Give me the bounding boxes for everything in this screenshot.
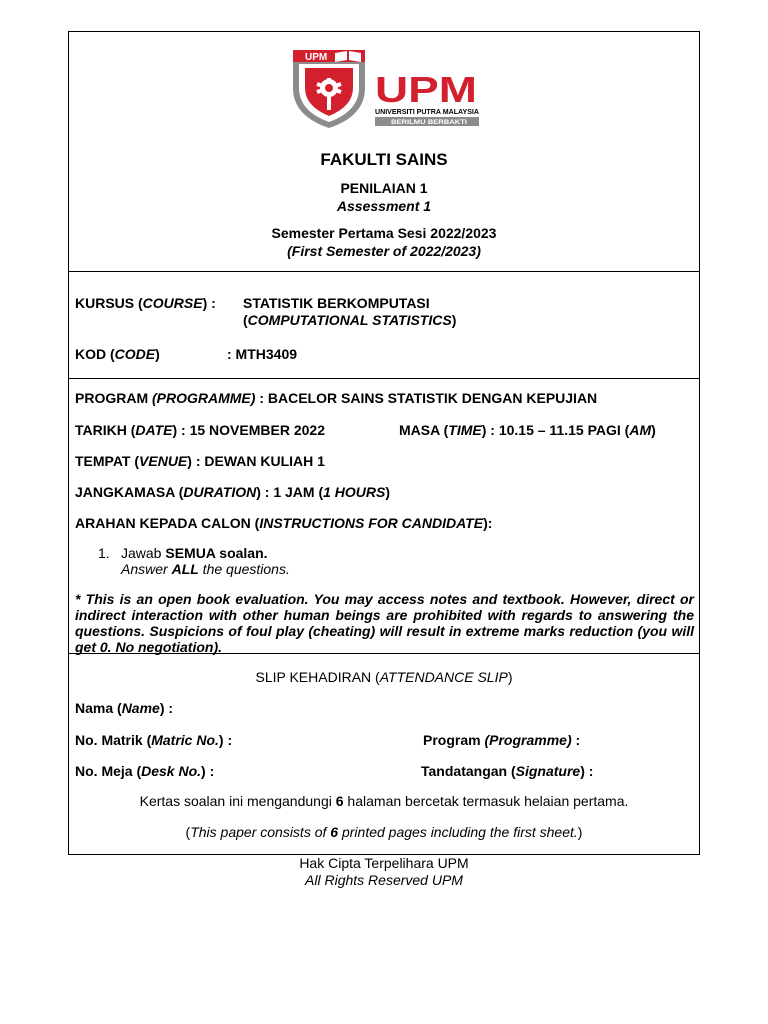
time-line: MASA (TIME) : 10.15 – 11.15 PAGI (AM) bbox=[399, 422, 656, 438]
upm-logo bbox=[291, 44, 481, 130]
instructions-heading: ARAHAN KEPADA CALON (INSTRUCTIONS FOR CANDIDATE): bbox=[75, 515, 493, 531]
semester-en: (First Semester of 2022/2023) bbox=[287, 243, 481, 259]
shield-text: UPM bbox=[305, 52, 328, 63]
semester-ms: Semester Pertama Sesi 2022/2023 bbox=[271, 225, 497, 241]
logo-motto: BERILMU BERBAKTI bbox=[391, 120, 468, 126]
divider-course bbox=[69, 378, 699, 379]
desk-label: No. Meja (Desk No.) : bbox=[75, 763, 215, 779]
date-line: TARIKH (DATE) : 15 NOVEMBER 2022 bbox=[75, 422, 325, 438]
signature-label: Tandatangan (Signature) : bbox=[421, 763, 594, 779]
code-value: : MTH3409 bbox=[227, 346, 298, 362]
instruction-number: 1. bbox=[98, 545, 110, 561]
open-book-note: * This is an open book evaluation. You may access notes and textbook. However, direct or indirect interaction with other human beings are prohibited with regards to answering the questions. Suspicions of foul play (cheating) will result in extreme marks reduction (you will get 0. No negotiation). bbox=[75, 591, 694, 655]
program-line: PROGRAM (PROGRAMME) : BACELOR SAINS STATISTIK DENGAN KEPUJIAN bbox=[75, 390, 598, 406]
assessment-en: Assessment 1 bbox=[336, 198, 432, 214]
instruction-en: Answer ALL the questions. bbox=[121, 561, 290, 577]
pages-statement-en: (This paper consists of 6 printed pages including the first sheet.) bbox=[185, 824, 583, 840]
name-label: Nama (Name) : bbox=[75, 700, 174, 716]
copyright-en: All Rights Reserved UPM bbox=[305, 872, 463, 888]
assessment-ms: PENILAIAN 1 bbox=[340, 180, 428, 196]
logo-wordmark: UPM bbox=[375, 69, 477, 110]
divider-details bbox=[69, 653, 699, 654]
code-label: KOD (CODE) bbox=[75, 346, 160, 362]
program-field-label: Program (Programme) : bbox=[423, 732, 581, 748]
copyright-ms: Hak Cipta Terpelihara UPM bbox=[299, 855, 469, 871]
matric-label: No. Matrik (Matric No.) : bbox=[75, 732, 233, 748]
cover-frame bbox=[68, 31, 700, 855]
course-name-en: (COMPUTATIONAL STATISTICS) bbox=[243, 312, 457, 328]
duration-line: JANGKAMASA (DURATION) : 1 JAM (1 HOURS) bbox=[75, 484, 391, 500]
divider-header bbox=[69, 271, 699, 272]
venue-line: TEMPAT (VENUE) : DEWAN KULIAH 1 bbox=[75, 453, 325, 469]
course-label: KURSUS (COURSE) : bbox=[75, 295, 216, 311]
course-name-ms: STATISTIK BERKOMPUTASI bbox=[243, 295, 430, 311]
instruction-ms: Jawab SEMUA soalan. bbox=[121, 545, 268, 561]
logo-university: UNIVERSITI PUTRA MALAYSIA bbox=[375, 109, 479, 116]
pages-statement-ms: Kertas soalan ini mengandungi 6 halaman bercetak termasuk helaian pertama. bbox=[139, 793, 629, 809]
attendance-title: SLIP KEHADIRAN (ATTENDANCE SLIP) bbox=[255, 669, 513, 685]
faculty-title: FAKULTI SAINS bbox=[320, 150, 448, 169]
